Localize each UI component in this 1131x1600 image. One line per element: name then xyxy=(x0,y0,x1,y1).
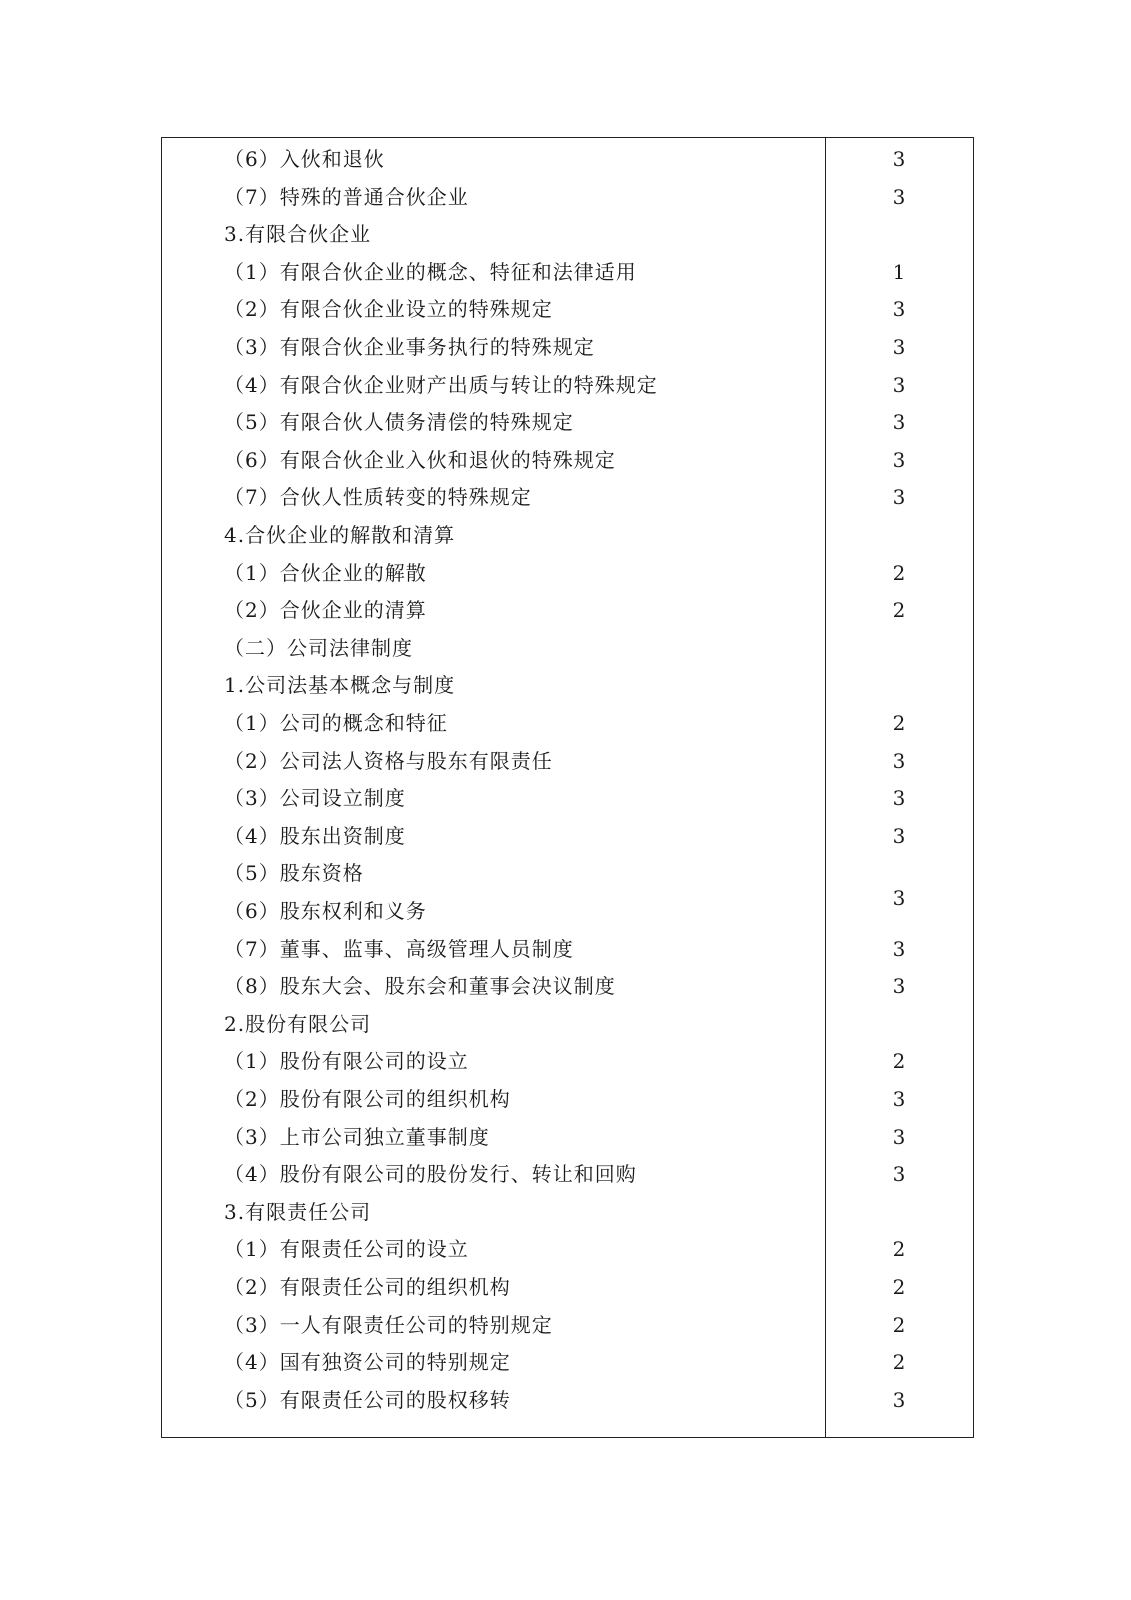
row-topic: （2）股份有限公司的组织机构 xyxy=(224,1087,511,1111)
row-level: 3 xyxy=(892,372,906,397)
row-topic: （5）有限合伙人债务清偿的特殊规定 xyxy=(224,410,574,435)
row-level: 3 xyxy=(892,748,906,773)
row-topic: （5）股东资格 xyxy=(224,861,364,886)
row-topic: （7）董事、监事、高级管理人员制度 xyxy=(224,936,574,961)
table-row xyxy=(162,478,973,516)
row-level: 3 xyxy=(892,410,906,435)
syllabus-table xyxy=(161,137,974,1438)
row-level: 2 xyxy=(892,1275,906,1299)
row-topic: 1.公司法基本概念与制度 xyxy=(224,673,456,698)
row-level: 3 xyxy=(892,485,906,510)
row-level: 2 xyxy=(892,1049,906,1074)
table-row xyxy=(162,215,973,253)
table-row xyxy=(162,516,973,554)
row-level xyxy=(825,1193,973,1231)
table-row xyxy=(162,967,973,1005)
row-level: 3 xyxy=(892,184,906,209)
row-level: 3 xyxy=(892,297,906,322)
row-level xyxy=(825,215,973,253)
table-row xyxy=(162,366,973,404)
row-level xyxy=(825,666,973,704)
row-level: 2 xyxy=(892,1350,906,1375)
table-row xyxy=(162,253,973,291)
table-row xyxy=(162,290,973,328)
row-topic: （4）股份有限公司的股份发行、转让和回购 xyxy=(224,1162,637,1187)
row-topic: （3）一人有限责任公司的特别规定 xyxy=(224,1312,553,1337)
row-level: 2 xyxy=(892,1312,906,1337)
row-topic: （3）有限合伙企业事务执行的特殊规定 xyxy=(224,335,595,359)
row-topic: （4）股东出资制度 xyxy=(224,823,406,848)
row-level: 2 xyxy=(892,1237,906,1262)
row-level: 3 xyxy=(892,147,906,171)
row-level: 3 xyxy=(892,1087,906,1111)
table-row xyxy=(162,328,973,366)
row-topic: （2）有限责任公司的组织机构 xyxy=(224,1275,511,1299)
row-topic: （6）股东权利和义务 xyxy=(224,899,427,923)
table-row xyxy=(162,441,973,479)
row-topic: （2）有限合伙企业设立的特殊规定 xyxy=(224,297,553,322)
row-topic: 3.有限责任公司 xyxy=(224,1199,372,1224)
table-row xyxy=(162,742,973,780)
row-level: 3 xyxy=(892,335,906,359)
row-topic: （7）特殊的普通合伙企业 xyxy=(224,184,469,209)
table-row xyxy=(162,1005,973,1043)
row-level: 1 xyxy=(892,259,906,284)
row-topic: 4.合伙企业的解散和清算 xyxy=(224,523,456,547)
row-level: 3 xyxy=(892,936,906,961)
table-row xyxy=(162,1193,973,1231)
row-topic: （2）合伙企业的清算 xyxy=(224,598,427,623)
row-topic: （6）入伙和退伙 xyxy=(224,147,385,171)
table-row xyxy=(162,1306,973,1344)
row-topic: （二）公司法律制度 xyxy=(224,635,413,660)
table-row xyxy=(162,1230,973,1268)
table-row xyxy=(162,1155,973,1193)
row-level xyxy=(825,516,973,554)
row-level: 3 xyxy=(892,1162,906,1187)
table-row xyxy=(162,666,973,704)
row-topic: （3）上市公司独立董事制度 xyxy=(224,1124,490,1149)
row-topic: （1）有限合伙企业的概念、特征和法律适用 xyxy=(224,259,637,284)
table-row xyxy=(162,1343,973,1381)
merged-level-cell: 3 xyxy=(892,886,906,910)
row-topic: （1）有限责任公司的设立 xyxy=(224,1237,469,1262)
table-row xyxy=(162,403,973,441)
row-topic: （6）有限合伙企业入伙和退伙的特殊规定 xyxy=(224,447,616,472)
table-row xyxy=(162,1268,973,1306)
row-level: 3 xyxy=(892,786,906,811)
row-level: 2 xyxy=(892,598,906,623)
row-topic: （1）股份有限公司的设立 xyxy=(224,1049,469,1074)
table-row xyxy=(162,1381,973,1419)
table-row xyxy=(162,817,973,855)
row-topic: 2.股份有限公司 xyxy=(224,1011,372,1036)
row-level: 3 xyxy=(892,1124,906,1149)
row-level: 2 xyxy=(892,711,906,735)
row-topic: （2）公司法人资格与股东有限责任 xyxy=(224,748,553,773)
row-topic: （1）合伙企业的解散 xyxy=(224,560,427,585)
row-level: 2 xyxy=(892,560,906,585)
row-topic: （3）公司设立制度 xyxy=(224,786,406,811)
row-level: 3 xyxy=(892,974,906,999)
table-row xyxy=(162,591,973,629)
row-level: 3 xyxy=(892,447,906,472)
table-row xyxy=(162,1080,973,1118)
row-level: 3 xyxy=(892,1387,906,1412)
row-topic: 3.有限合伙企业 xyxy=(224,222,372,247)
row-topic: （7）合伙人性质转变的特殊规定 xyxy=(224,485,532,510)
table-row xyxy=(162,1118,973,1156)
row-topic: （8）股东大会、股东会和董事会决议制度 xyxy=(224,974,616,999)
row-topic: （4）国有独资公司的特别规定 xyxy=(224,1350,511,1375)
table-row xyxy=(162,1042,973,1080)
table-row xyxy=(162,178,973,216)
table-row xyxy=(162,779,973,817)
row-level: 3 xyxy=(892,823,906,848)
table-row xyxy=(162,704,973,742)
row-topic: （1）公司的概念和特征 xyxy=(224,711,448,735)
table-row xyxy=(162,140,973,178)
row-topic: （5）有限责任公司的股权移转 xyxy=(224,1387,511,1412)
row-level xyxy=(825,1005,973,1043)
row-level xyxy=(825,629,973,667)
row-topic: （4）有限合伙企业财产出质与转让的特殊规定 xyxy=(224,372,658,397)
table-row xyxy=(162,554,973,592)
table-row xyxy=(162,629,973,667)
